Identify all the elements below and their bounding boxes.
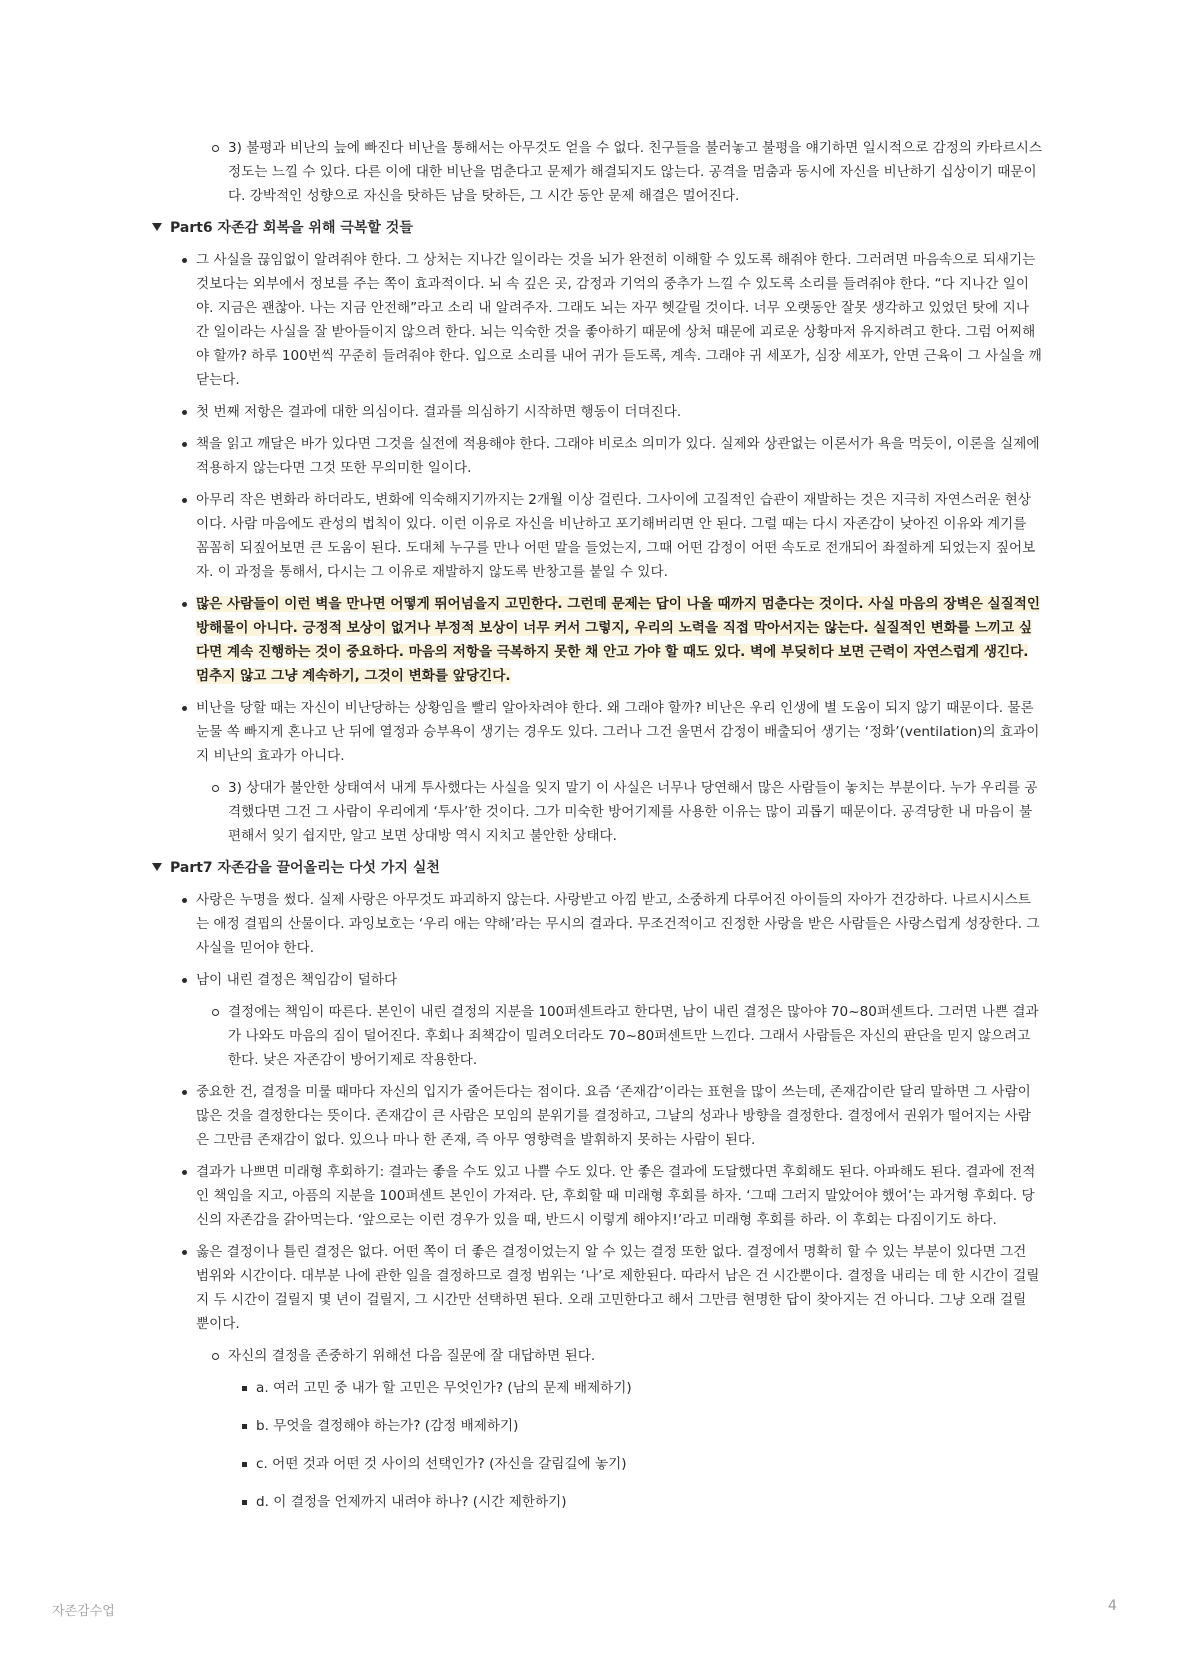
- item-text: 자신의 결정을 존중하기 위해선 다음 질문에 잘 대답하면 된다.: [228, 1348, 596, 1364]
- bullet-circle-icon: [212, 145, 219, 152]
- sub-bullet-item: [152, 1000, 1042, 1072]
- toggle-heading-text: Part7 자존감을 끌어올리는 다섯 가지 실천: [170, 860, 440, 876]
- item-text: 남이 내린 결정은 책임감이 덜하다: [196, 972, 398, 988]
- sub-bullet-item: [152, 1344, 1042, 1368]
- item-text: 책을 읽고 깨달은 바가 있다면 그것을 실전에 적용해야 한다. 그래야 비로소 의미가 있다. 실제와 상관없는 이론서가 욕을 먹듯이, 이론을 실제에 적용하지 않는다면 그것 또한 무의미한 일이다.: [196, 436, 1040, 476]
- bullet-disc-icon: [182, 602, 187, 607]
- bullet-circle-icon: [212, 1009, 219, 1016]
- bullet-disc-icon: [182, 978, 187, 983]
- toggle-heading-text: Part6 자존감 회복을 위해 극복할 것들: [170, 220, 413, 236]
- item-text: 중요한 건, 결정을 미룰 때마다 자신의 입지가 줄어든다는 점이다. 요즘 ‘존재감’이라는 표현을 많이 쓰는데, 존재감이란 달리 말하면 그 사람이 많은 것을 결정한다는 뜻이다. 존재감이 큰 사람은 모임의 분위기를 결정하고, 그날의 성과나 방향을 결정한다. 결정에서 권위가 떨어지는 사람은 그만큼 존재감이 없다. 있으나 마나 한 존재, 즉 아무 영향력을 발휘하지 못하는 사람이 된다.: [196, 1084, 1031, 1148]
- bullet-item: [152, 696, 1042, 768]
- toggle-heading[interactable]: [152, 856, 1042, 880]
- bullet-circle-icon: [212, 1353, 219, 1360]
- bullet-item: [152, 888, 1042, 960]
- item-text: d. 이 결정을 언제까지 내려야 하나? (시간 제한하기): [256, 1494, 567, 1510]
- footer-title: 자존감수업: [52, 1604, 115, 1619]
- bullet-circle-icon: [212, 785, 219, 792]
- sub-sub-bullet-item: [152, 1452, 1042, 1476]
- highlighted-text: 많은 사람들이 이런 벽을 만나면 어떻게 뛰어넘을지 고민한다. 그런데 문제는 답이 나올 때까지 멈춘다는 것이다. 사실 마음의 장벽은 실질적인 방해물이 아니다. 긍정적 보상이 없거나 부정적 보상이 너무 커서 그렇지, 우리의 노력을 직접 막아서지는 않는다. 실질적인 변화를 느끼고 싶다면 계속 진행하는 것이 중요하다. 마음의 저항을 극복하지 못한 채 안고 가야 할 때도 있다. 벽에 부딪히다 보면 근력이 자연스럽게 생긴다. 멈추지 않고 그냥 계속하기, 그것이 변화를 앞당긴다.: [196, 596, 1041, 684]
- toggle-triangle-icon[interactable]: [152, 863, 162, 871]
- item-text: 결과가 나쁘면 미래형 후회하기: 결과는 좋을 수도 있고 나쁠 수도 있다. 안 좋은 결과에 도달했다면 후회해도 된다. 아파해도 된다. 결과에 전적인 책임을 지고, 아픔의 지분을 100퍼센트 본인이 가져라. 단, 후회할 때 미래형 후회를 하자. ‘그때 그러지 말았어야 했어’는 과거형 후회다. 당신의 자존감을 갉아먹는다. ‘앞으로는 이런 경우가 있을 때, 반드시 이렇게 해야지!’라고 미래형 후회를 하라. 이 후회는 다짐이기도 하다.: [196, 1164, 1036, 1228]
- sub-sub-bullet-item: [152, 1490, 1042, 1514]
- toggle-triangle-icon[interactable]: [152, 223, 162, 231]
- bullet-item: [152, 968, 1042, 992]
- item-text: 첫 번째 저항은 결과에 대한 의심이다. 결과를 의심하기 시작하면 행동이 더뎌진다.: [196, 404, 682, 420]
- bullet-item: [152, 400, 1042, 424]
- bullet-item: [152, 1240, 1042, 1336]
- item-text: b. 무엇을 결정해야 하는가? (감정 배제하기): [256, 1418, 519, 1434]
- bullet-square-icon: [242, 1500, 247, 1505]
- bullet-disc-icon: [182, 498, 187, 503]
- bullet-disc-icon: [182, 410, 187, 415]
- bullet-square-icon: [242, 1386, 247, 1391]
- bullet-item: [152, 592, 1042, 688]
- item-text: 비난을 당할 때는 자신이 비난당하는 상황임을 빨리 알아차려야 한다. 왜 그래야 할까? 비난은 우리 인생에 별 도움이 되지 않기 때문이다. 물론 눈물 쏙 빠지게 혼나고 난 뒤에 열정과 승부욕이 생기는 경우도 있다. 그러나 그건 울면서 감정이 배출되어 생기는 ‘정화’(ventilation)의 효과이지 비난의 효과가 아니다.: [196, 700, 1040, 764]
- bullet-square-icon: [242, 1424, 247, 1429]
- bullet-square-icon: [242, 1462, 247, 1467]
- item-text: 아무리 작은 변화라 하더라도, 변화에 익숙해지기까지는 2개월 이상 걸린다. 그사이에 고질적인 습관이 재발하는 것은 지극히 자연스러운 현상이다. 사람 마음에도 관성의 법칙이 있다. 이런 이유로 자신을 비난하고 포기해버리면 안 된다. 그럴 때는 다시 자존감이 낮아진 이유와 계기를 꼼꼼히 되짚어보면 큰 도움이 된다. 도대체 누구를 만나 어떤 말을 들었는지, 그때 어떤 감정이 어떤 속도로 전개되어 좌절하게 되었는지 짚어보자. 이 과정을 통해서, 다시는 그 이유로 재발하지 않도록 반창고를 붙일 수 있다.: [196, 492, 1036, 580]
- item-text: 결정에는 책임이 따른다. 본인이 내린 결정의 지분을 100퍼센트라고 한다면, 남이 내린 결정은 많아야 70~80퍼센트다. 그러면 나쁜 결과가 나와도 마음의 짐이 덜어진다. 후회나 죄책감이 밀려오더라도 70~80퍼센트만 느낀다. 그래서 사람들은 자신의 판단을 믿지 않으려고 한다. 낮은 자존감이 방어기제로 작용한다.: [228, 1004, 1039, 1068]
- sub-sub-bullet-item: [152, 1376, 1042, 1400]
- item-text: 사랑은 누명을 썼다. 실제 사랑은 아무것도 파괴하지 않는다. 사랑받고 아낌 받고, 소중하게 다루어진 아이들의 자아가 건강하다. 나르시시스트는 애정 결핍의 산물이다. 과잉보호는 ‘우리 애는 약해’라는 무시의 결과다. 무조건적이고 진정한 사랑을 받은 사람들은 사랑스럽게 성장한다. 그 사실을 믿어야 한다.: [196, 892, 1040, 956]
- item-text: 그 사실을 끊임없이 알려줘야 한다. 그 상처는 지나간 일이라는 것을 뇌가 완전히 이해할 수 있도록 해줘야 한다. 그러려면 마음속으로 되새기는 것보다는 외부에서 정보를 주는 쪽이 효과적이다. 뇌 속 깊은 곳, 감정과 기억의 중추가 느낄 수 있도록 소리를 들려줘야 한다. “다 지나간 일이야. 지금은 괜찮아. 나는 지금 안전해”라고 소리 내 알려주자. 그래도 뇌는 자꾸 헷갈릴 것이다. 너무 오랫동안 잘못 생각하고 있었던 탓에 지나간 일이라는 사실을 잘 받아들이지 않으려 한다. 뇌는 익숙한 것을 좋아하기 때문에 상처 때문에 괴로운 상황마저 유지하려고 한다. 그럼 어찌해야 할까? 하루 100번씩 꾸준히 들려줘야 한다. 입으로 소리를 내어 귀가 듣도록, 계속. 그래야 귀 세포가, 심장 세포가, 안면 근육이 그 사실을 깨닫는다.: [196, 252, 1042, 388]
- sub-sub-bullet-item: [152, 1414, 1042, 1438]
- item-text: 3) 상대가 불안한 상태여서 내게 투사했다는 사실을 잊지 말기 이 사실은 너무나 당연해서 많은 사람들이 놓치는 부분이다. 누가 우리를 공격했다면 그건 그 사람이 우리에게 ‘투사’한 것이다. 그가 미숙한 방어기제를 사용한 이유는 많이 괴롭기 때문이다. 공격당한 내 마음이 불편해서 잊기 쉽지만, 알고 보면 상대방 역시 지치고 불안한 상태다.: [228, 780, 1038, 844]
- bullet-disc-icon: [182, 898, 187, 903]
- bullet-disc-icon: [182, 1250, 187, 1255]
- toggle-heading[interactable]: [152, 216, 1042, 240]
- item-text: 3) 불평과 비난의 늪에 빠진다 비난을 통해서는 아무것도 얻을 수 없다. 친구들을 불러놓고 불평을 얘기하면 일시적으로 감정의 카타르시스 정도는 느낄 수 있다. 다른 이에 대한 비난을 멈춘다고 문제가 해결되지도 않는다. 공격을 멈춤과 동시에 자신을 비난하기 십상이기 때문이다. 강박적인 성향으로 자신을 탓하든 남을 탓하든, 그 시간 동안 문제 해결은 멀어진다.: [228, 140, 1042, 204]
- bullet-disc-icon: [182, 706, 187, 711]
- document-body: [152, 136, 1042, 1528]
- bullet-disc-icon: [182, 1170, 187, 1175]
- bullet-disc-icon: [182, 258, 187, 263]
- bullet-item: [152, 432, 1042, 480]
- sub-bullet-item: [152, 776, 1042, 848]
- bullet-item: [152, 1160, 1042, 1232]
- sub-bullet-item: [152, 136, 1042, 208]
- item-text: c. 어떤 것과 어떤 것 사이의 선택인가? (자신을 갈림길에 놓기): [256, 1456, 627, 1472]
- bullet-item: [152, 488, 1042, 584]
- bullet-item: [152, 1080, 1042, 1152]
- page-number: 4: [1108, 1598, 1117, 1614]
- bullet-disc-icon: [182, 1090, 187, 1095]
- bullet-disc-icon: [182, 442, 187, 447]
- item-text: a. 여러 고민 중 내가 할 고민은 무엇인가? (남의 문제 배제하기): [256, 1380, 632, 1396]
- item-text: 옳은 결정이나 틀린 결정은 없다. 어떤 쪽이 더 좋은 결정이었는지 알 수 있는 결정 또한 없다. 결정에서 명확히 할 수 있는 부분이 있다면 그건 범위와 시간이다. 대부분 나에 관한 일을 결정하므로 결정 범위는 ‘나’로 제한된다. 따라서 남은 건 시간뿐이다. 결정을 내리는 데 한 시간이 걸릴지 두 시간이 걸릴지 몇 년이 걸릴지, 그 시간만 선택하면 된다. 오래 고민한다고 해서 그만큼 현명한 답이 찾아지는 건 아니다. 그냥 오래 걸릴 뿐이다.: [196, 1244, 1040, 1332]
- bullet-item: [152, 248, 1042, 392]
